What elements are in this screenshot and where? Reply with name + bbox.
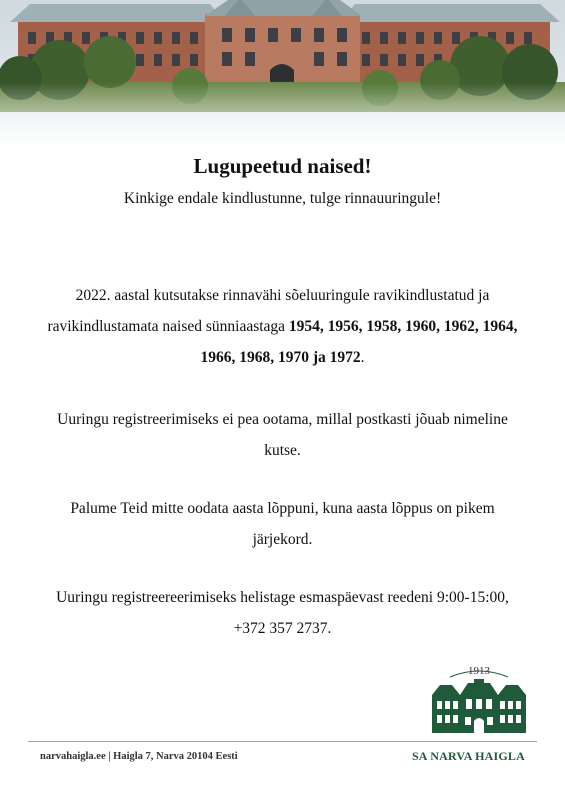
registration-paragraph: Uuringu registreerimiseks ei pea ootama, millal postkasti jõuab nimeline kutse. — [57, 411, 508, 459]
footer-contact: narvahaigla.ee | Haigla 7, Narva 20104 Eesti — [40, 751, 238, 762]
birth-years: 1954, 1956, 1958, 1960, 1962, 1964, 1966, 1968, 1970 ja 1972 — [200, 318, 518, 366]
hospital-building-icon — [430, 665, 528, 740]
page-subtitle: Kinkige endale kindlustunne, tulge rinnauuringule! — [123, 190, 442, 207]
hospital-building-photo — [0, 0, 565, 150]
phone-paragraph: Uuringu registreereerimiseks helistage esmaspäevast reedeni 9:00-15:00, +372 357 2737. — [56, 589, 509, 637]
footer-organization: SA NARVA HAIGLA — [411, 749, 525, 763]
invitation-paragraph — [40, 280, 525, 373]
queue-paragraph: Palume Teid mitte oodata aasta lõppuni, kuna aasta lõppus on pikem järjekord. — [70, 500, 495, 548]
invitation-intro: 2022. aastal kutsutakse rinnavähi sõeluuringule ravikindlustatud ja ravikindlustamata naised sünniaastaga — [47, 287, 490, 335]
logo-year: 1913 — [468, 665, 490, 677]
narva-hospital-logo — [430, 665, 528, 740]
invitation-end: . — [360, 349, 365, 366]
page-title: Lugupeetud naised! — [193, 154, 372, 178]
footer-divider — [28, 741, 537, 742]
